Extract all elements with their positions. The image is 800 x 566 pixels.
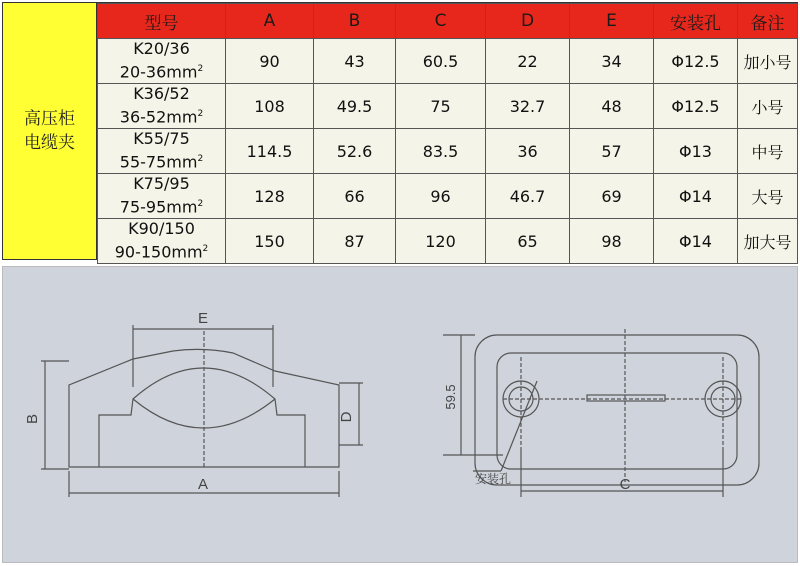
cell-a: 128	[226, 174, 314, 219]
table-row	[98, 84, 798, 129]
cell-c: 120	[396, 219, 486, 264]
model-cell: K36/52 $36-52mm^2$	[98, 84, 226, 129]
header-b: B	[314, 4, 396, 39]
cell-e: 34	[570, 39, 654, 84]
header-e: E	[570, 4, 654, 39]
cell-c: 83.5	[396, 129, 486, 174]
side-view	[41, 325, 363, 497]
cell-b: 49.5	[314, 84, 396, 129]
cell-d: 46.7	[486, 174, 570, 219]
spec-table	[97, 3, 798, 264]
cell-c: 60.5	[396, 39, 486, 84]
header-d: D	[486, 4, 570, 39]
cell-e: 69	[570, 174, 654, 219]
cell-b: 52.6	[314, 129, 396, 174]
cell-b: 87	[314, 219, 396, 264]
model-cell: K75/95 $75-95mm^2$	[98, 174, 226, 219]
label-d: D	[338, 411, 355, 423]
category-cell	[3, 3, 97, 259]
model-cell: K55/75 $55-75mm^2$	[98, 129, 226, 174]
label-height: 59.5	[443, 384, 458, 410]
cell-e: 57	[570, 129, 654, 174]
category-line2: 电缆夹	[24, 133, 75, 153]
model-cell: K20/36 $20-36mm^2$	[98, 39, 226, 84]
cell-c: 75	[396, 84, 486, 129]
table-row	[98, 219, 798, 264]
cell-note: 中号	[738, 129, 798, 174]
table-row	[98, 174, 798, 219]
cell-a: 90	[226, 39, 314, 84]
cell-a: 150	[226, 219, 314, 264]
label-e-side: E	[197, 310, 209, 327]
cell-d: 65	[486, 219, 570, 264]
cell-note: 加大号	[738, 219, 798, 264]
cell-d: 36	[486, 129, 570, 174]
cell-a: 114.5	[226, 129, 314, 174]
cell-d: 32.7	[486, 84, 570, 129]
label-b: B	[24, 413, 41, 425]
cell-hole: Φ14	[654, 219, 738, 264]
cell-note: 大号	[738, 174, 798, 219]
header-hole: 安装孔	[654, 4, 738, 39]
header-note: 备注	[738, 4, 798, 39]
header-c: C	[396, 4, 486, 39]
cell-d: 22	[486, 39, 570, 84]
cell-note: 加小号	[738, 39, 798, 84]
spec-table-region	[2, 2, 798, 260]
cell-hole: Φ12.5	[654, 39, 738, 84]
table-row	[98, 129, 798, 174]
label-a: A	[197, 476, 209, 493]
cell-c: 96	[396, 174, 486, 219]
table-header-row	[98, 4, 798, 39]
cell-hole: Φ13	[654, 129, 738, 174]
cell-note: 小号	[738, 84, 798, 129]
technical-drawing	[2, 266, 798, 563]
cell-e: 98	[570, 219, 654, 264]
table-row	[98, 39, 798, 84]
model-cell: K90/150 $90-150mm^2$	[98, 219, 226, 264]
label-c: C	[619, 476, 631, 493]
cell-b: 43	[314, 39, 396, 84]
cell-hole: Φ14	[654, 174, 738, 219]
cell-hole: Φ12.5	[654, 84, 738, 129]
cell-e: 48	[570, 84, 654, 129]
cell-b: 66	[314, 174, 396, 219]
label-hole: 安装孔	[475, 472, 512, 486]
category-line1: 高压柜	[24, 109, 75, 129]
header-a: A	[226, 4, 314, 39]
header-model: 型号	[98, 4, 226, 39]
drawing-svg	[3, 267, 797, 562]
cell-a: 108	[226, 84, 314, 129]
